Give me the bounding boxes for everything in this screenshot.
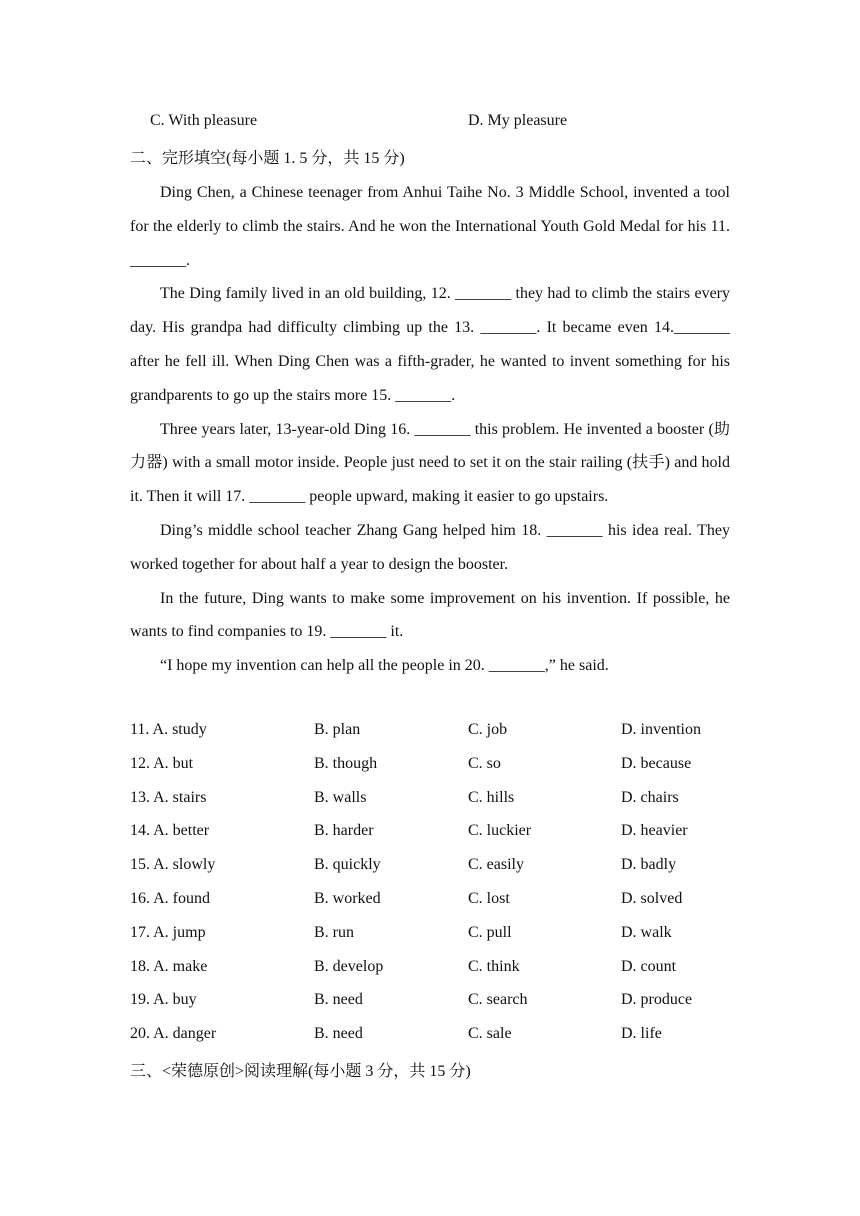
question-row xyxy=(130,753,750,787)
option-c: C. job xyxy=(468,721,508,738)
option-d: D. heavier xyxy=(621,822,688,840)
option-b: B. need xyxy=(314,1025,363,1043)
option-c: C. so xyxy=(468,754,501,772)
question-row xyxy=(130,719,750,753)
option-a: 14. A. better xyxy=(130,822,210,840)
option-a: 15. A. slowly xyxy=(130,856,216,874)
passage-paragraph: “I hope my invention can help all the people in 20. _______,” he said. xyxy=(160,657,609,675)
answer-options xyxy=(130,719,750,1057)
option-b: B. harder xyxy=(314,822,374,840)
option-a: 17. A. jump xyxy=(130,923,206,941)
option-b: B. walls xyxy=(314,788,367,806)
option-c: C. search xyxy=(468,991,528,1009)
option-b: B. quickly xyxy=(314,856,381,874)
passage-paragraph: Ding’s middle school teacher Zhang Gang helped him 18. _______ his idea real. They worked together for about half a year to design the booster. xyxy=(130,521,730,573)
option-d: D. count xyxy=(621,957,677,975)
option-d: D. life xyxy=(621,1025,662,1043)
option-d: D. because xyxy=(621,754,692,772)
option-d: D. walk xyxy=(621,923,672,941)
option-d: D. invention xyxy=(621,721,701,738)
option-a: 20. A. danger xyxy=(130,1025,217,1043)
section3-heading: 三、<荣德原创>阅读理解(每小题 3 分，共 15 分) xyxy=(130,1063,471,1080)
option-b: B. run xyxy=(314,923,354,941)
option-a: 18. A. make xyxy=(130,957,208,975)
option-a: 13. A. stairs xyxy=(130,788,207,806)
option-b: B. need xyxy=(314,991,363,1009)
option-c: C. With pleasure xyxy=(150,112,258,129)
question-row xyxy=(130,956,750,990)
option-d: D. solved xyxy=(621,889,683,907)
option-c: C. sale xyxy=(468,1025,512,1043)
option-c: C. pull xyxy=(468,923,512,941)
option-c: C. easily xyxy=(468,856,524,874)
option-b: B. though xyxy=(314,754,378,772)
question-row xyxy=(130,787,750,821)
option-a: 12. A. but xyxy=(130,754,194,772)
option-c: C. lost xyxy=(468,889,510,907)
question-row xyxy=(130,989,750,1023)
option-b: B. develop xyxy=(314,957,384,975)
option-d: D. produce xyxy=(621,991,693,1009)
question-row xyxy=(130,922,750,956)
option-c: C. think xyxy=(468,957,520,975)
option-d: D. My pleasure xyxy=(468,112,568,129)
passage-paragraph: Ding Chen, a Chinese teenager from Anhui Taihe No. 3 Middle School, invented a tool for the elderly to climb the stairs. And he won the International Youth Gold Medal for his 11. _______. xyxy=(130,184,730,269)
option-c: C. hills xyxy=(468,788,515,806)
question-row xyxy=(130,854,750,888)
option-c: C. luckier xyxy=(468,822,532,840)
question-row xyxy=(130,888,750,922)
question-row xyxy=(130,820,750,854)
passage-paragraph: Three years later, 13-year-old Ding 16. _______ this problem. He invented a booster (助力器) with a small motor inside. People just need to set it on the stair railing (扶手) and hold it. Then it will 17. _______ people upward, making it easier to go upstairs. xyxy=(130,420,730,506)
option-d: D. chairs xyxy=(621,788,679,806)
option-b: B. worked xyxy=(314,889,381,907)
option-d: D. badly xyxy=(621,856,677,874)
cloze-passage xyxy=(130,176,730,683)
option-a: 11. A. study xyxy=(130,721,207,738)
option-a: 16. A. found xyxy=(130,889,210,907)
option-b: B. plan xyxy=(314,721,361,738)
section2-heading: 二、完形填空(每小题 1. 5 分，共 15 分) xyxy=(130,150,405,167)
option-a: 19. A. buy xyxy=(130,991,197,1009)
passage-paragraph: The Ding family lived in an old building, 12. _______ they had to climb the stairs every day. His grandpa had difficulty climbing up the 13. _______. It became even 14._______ after he fell ill. When Ding Chen was a fifth-grader, he wanted to invent something for his grandparents to go up the stairs more 15. _______. xyxy=(130,285,730,404)
question-row xyxy=(130,1023,750,1057)
previous-question-options xyxy=(150,112,750,132)
passage-paragraph: In the future, Ding wants to make some improvement on his invention. If possible, he wants to find companies to 19. _______ it. xyxy=(130,589,730,641)
